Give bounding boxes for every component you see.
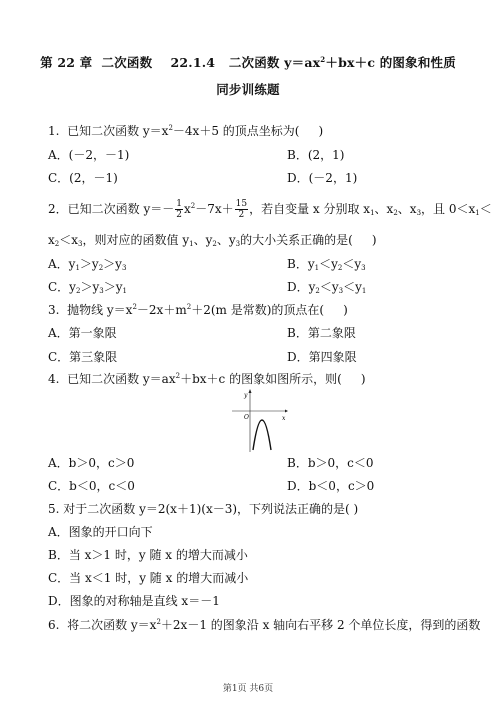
x-axis-label: x <box>282 415 286 422</box>
question-1-option-a: A．(－2，－1) <box>48 148 130 162</box>
page-subtitle: 同步训练题 <box>216 82 280 97</box>
question-4-option-a: A．b＞0，c＞0 <box>48 456 135 470</box>
question-5-option-d: D．图象的对称轴是直线 x＝－1 <box>48 594 220 608</box>
question-4-option-d: D．b＜0，c＞0 <box>287 479 375 493</box>
question-2-option-a: A．$y_1>y_2>y_3$ <box>48 257 127 272</box>
question-3-stem: 3. 抛物线 $y=x^2-2x+m^2+2(m$ 是常数)的顶点在( ) <box>48 303 348 317</box>
y-axis-label: y <box>244 392 248 399</box>
question-4-stem: 4. 已知二次函数 $y=ax^2+bx+c$ 的图象如图所示，则( ) <box>48 372 366 386</box>
question-5-stem: 5. 对于二次函数 y＝2(x＋1)(x－3)，下列说法正确的是( ) <box>48 502 359 516</box>
question-3-option-c: C．第三象限 <box>48 350 118 364</box>
question-5-option-b: B．当 x＞1 时，y 随 x 的增大而减小 <box>48 548 248 562</box>
question-1-option-b: B．(2，1) <box>287 148 345 162</box>
question-2-stem-line2: $x_2<x_3$，则对应的函数值 $y_1$、$y_2$、$y_3$的大小关系正确的是( ) <box>48 233 377 248</box>
y-axis-arrow <box>249 389 252 393</box>
question-5-option-c: C．当 x＜1 时，y 随 x 的增大而减小 <box>48 571 249 585</box>
question-3-option-b: B．第二象限 <box>287 326 356 340</box>
origin-label: O <box>244 414 249 421</box>
question-2-option-c: C．$y_2>y_3>y_1$ <box>48 280 127 295</box>
parabola-graph <box>232 388 288 452</box>
question-2-option-d: D．$y_2<y_3<y_1$ <box>287 280 367 295</box>
question-1-option-d: D．(－2，1) <box>287 171 358 185</box>
page-footer: 第1页 共6页 <box>222 684 274 694</box>
question-2-stem-line1: 2．已知二次函数 y＝－ $\frac{1}{2}$ $x^2-7x+$ $\frac{15}{2}$ ，若自变量 x 分别取 $x_1$、$x_2$、$x_3$，且 $0<x_1<$ <box>48 199 492 220</box>
question-4-option-b: B．b＞0，c＜0 <box>287 456 374 470</box>
question-5-option-a: A．图象的开口向下 <box>48 525 153 539</box>
question-6-stem: 6. 将二次函数 $y=x^2+2x-1$ 的图象沿 x 轴向右平移 2 个单位长度，得到的函数 <box>48 618 481 632</box>
question-4-option-c: C．b＜0，c＜0 <box>48 479 135 493</box>
question-2-option-b: B．$y_1<y_2<y_3$ <box>287 257 366 272</box>
question-3-option-d: D．第四象限 <box>287 350 357 364</box>
question-1-stem: 1. 已知二次函数 $y=x^2-4x+5$ 的顶点坐标为( ) <box>48 124 324 138</box>
page-title: 第 22 章 二次函数 22.1.4 二次函数 $y=ax^2+bx+c$ 的图象和性质 <box>40 55 456 70</box>
question-1-option-c: C．(2，－1) <box>48 171 118 185</box>
question-3-option-a: A．第一象限 <box>48 326 117 340</box>
parabola-curve <box>253 420 271 450</box>
x-axis-arrow <box>285 410 288 413</box>
